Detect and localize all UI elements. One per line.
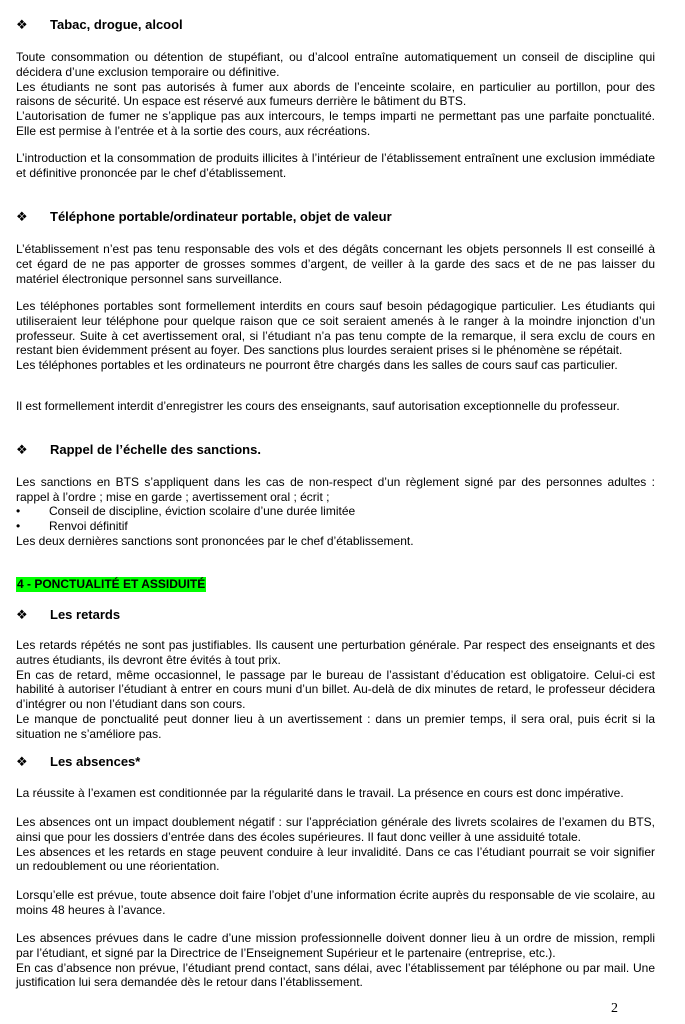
paragraph-line: Il est formellement interdit d’enregistrer les cours des enseignants, sauf autorisation exceptionnelle du professeur. [16,399,620,413]
heading-text: Tabac, drogue, alcool [50,17,183,32]
diamond-bullet-icon: ❖ [16,209,28,224]
paragraph-line: Les étudiants ne sont pas autorisés à fumer aux abords de l’enceinte scolaire, en particulier au portillon, pour des raisons de sécurité. Un espace est réservé aux fumeurs derrière le bâtiment du BTS. [16,79,655,109]
paragraph-line: L’introduction et la consommation de produits illicites à l’intérieur de l’établissement entraînent une exclusion immédiate et définitive prononcée par le chef d’établissement. [16,151,655,180]
diamond-bullet-icon: ❖ [16,442,28,457]
diamond-bullet-icon: ❖ [16,17,28,32]
page-number: 2 [611,1001,618,1016]
heading-text: Rappel de l’échelle des sanctions. [50,442,261,457]
list-item [16,519,655,534]
heading-text: Téléphone portable/ordinateur portable, objet de valeur [50,209,392,224]
paragraph-line: L’établissement n’est pas tenu responsable des vols et des dégâts concernant les objets personnels Il est conseillé à cet égard de ne pas apporter de grosses sommes d’argent, de veiller à la garde des sacs et de ne pas laisser du matériel électronique personnel sans surveillance. [16,242,655,286]
heading-telephone [16,209,392,225]
paragraph-line: Les sanctions en BTS s’appliquent dans les cas de non-respect d’un règlement signé par des personnes adultes : rappel à l’ordre ; mise en garde ; avertissement oral ; écrit ; [16,475,655,504]
paragraph [16,534,655,549]
list-item-text: Renvoi définitif [49,518,128,533]
paragraph-line: Les téléphones portables sont formellement interdits en cours sauf besoin pédagogique particulier. Les étudiants qui utiliseraient leur téléphone pour quelque raison que ce soit seraient amenés à le ranger à la moindre injonction d’un professeur. Suite à cet avertissement oral, si l’étudiant n’a pas tenu compte de la remarque, il sera exclu de cours en restant bien évidemment présent au foyer. Des sanctions plus lourdes seraient prises si le phénomène se répétait. [16,299,655,358]
paragraph-line: Les téléphones portables et les ordinateurs ne pourront être chargés dans les salles de cours sauf cas particulier. [16,358,618,373]
paragraph [16,242,655,286]
paragraph-line: Le manque de ponctualité peut donner lieu à un avertissement : dans un premier temps, il sera oral, puis écrit si la situation ne s’améliore pas. [16,711,655,741]
list-item [16,504,655,519]
diamond-bullet-icon: ❖ [16,607,28,622]
heading-sanctions [16,442,261,458]
paragraph-line: L’autorisation de fumer ne s’applique pas aux intercours, le temps imparti ne permettant pas une parfaite ponctualité. Elle est permise à l’entrée et à la sortie des cours, aux récréations. [16,109,655,138]
paragraph [16,888,655,918]
bullet-dot-icon: • [16,504,21,518]
paragraph [16,786,655,801]
heading-text: Les retards [50,607,121,622]
sanctions-list [16,504,655,534]
paragraph [16,475,655,505]
bullet-dot-icon: • [16,518,21,533]
paragraph-line: En cas d’absence non prévue, l’étudiant prend contact, sans délai, avec l’établissement par téléphone ou par mail. Une justification lui sera demandée dès le retour dans l’établissement. [16,960,655,990]
paragraph [16,399,655,414]
paragraph-line: Toute consommation ou détention de stupéfiant, ou d’alcool entraîne automatiquement un conseil de discipline qui décidera d’une exclusion temporaire ou définitive. [16,50,655,79]
paragraph [16,638,655,742]
paragraph-line: Les retards répétés ne sont pas justifiables. Ils causent une perturbation générale. Par respect des enseignants et des autres étudiants, ils devront être évités à tout prix. [16,638,655,667]
paragraph-line: Les deux dernières sanctions sont prononcées par le chef d’établissement. [16,534,414,548]
paragraph [16,931,655,990]
paragraph [16,151,655,181]
paragraph [16,299,655,373]
paragraph-line: Les absences et les retards en stage peuvent conduire à leur invalidité. Dans ce cas l’étudiant pourrait se voir signifier un redoublement ou une réorientation. [16,844,655,874]
paragraph-line: La réussite à l’examen est conditionnée par la régularité dans le travail. La présence en cours est donc impérative. [16,786,624,800]
paragraph-line: Lorsqu’elle est prévue, toute absence doit faire l’objet d’une information écrite auprès du responsable de vie scolaire, au moins 48 heures à l’avance. [16,888,655,917]
paragraph-line: Les absences ont un impact doublement négatif : sur l’appréciation générale des livrets scolaires de l’examen du BTS, ainsi que pour les dossiers d’entrée dans des écoles supérieures. Il faut donc veiller à une assiduité totale. [16,815,655,844]
paragraph-line: En cas de retard, même occasionnel, le passage par le bureau de l’assistant d’éducation est obligatoire. Celui-ci est habilité à autoriser l’étudiant à entrer en cours muni d’un billet. Au-delà de dix minutes de retard, le professeur décidera d’intégrer ou non l’étudiant dans son cours. [16,667,655,712]
paragraph-line: Les absences prévues dans le cadre d’une mission professionnelle doivent donner lieu à un ordre de mission, rempli par l’étudiant, et signé par la Directrice de l’Enseignement Supérieur et le partenaire (entreprise, etc.). [16,931,655,960]
list-item-text: Conseil de discipline, éviction scolaire d’une durée limitée [49,504,356,518]
heading-text: Les absences* [50,754,141,769]
heading-absences [16,754,140,770]
diamond-bullet-icon: ❖ [16,754,28,769]
paragraph [16,815,655,874]
heading-retards [16,607,120,623]
heading-tabac [16,17,183,33]
paragraph [16,50,655,139]
section-title-ponctualite: 4 - PONCTUALITÉ ET ASSIDUITÉ [17,577,206,591]
